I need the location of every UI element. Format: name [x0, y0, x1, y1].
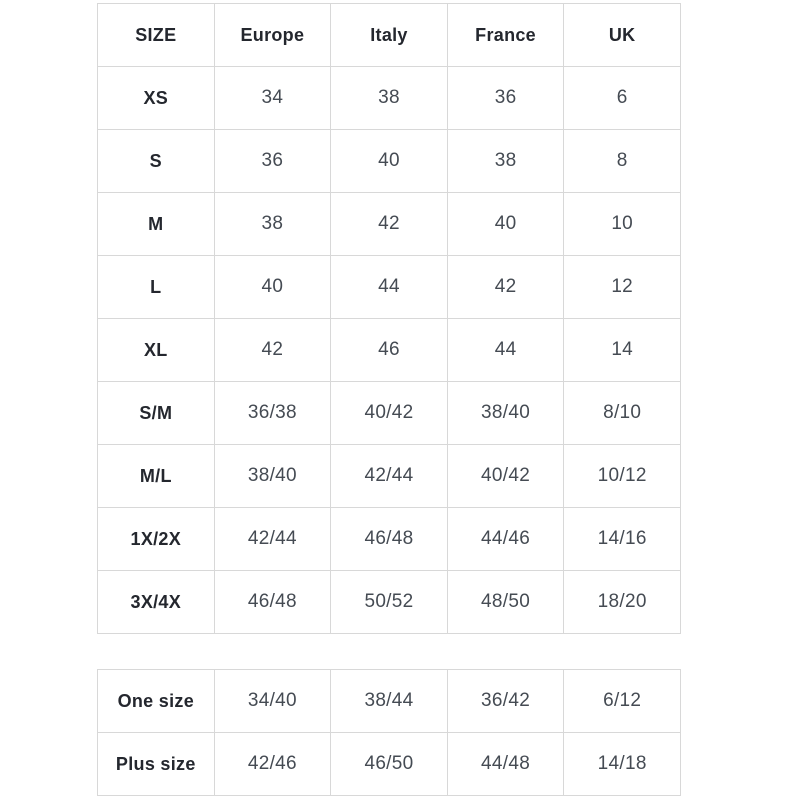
data-cell: 44/46 — [447, 508, 564, 571]
data-cell: 36 — [447, 67, 564, 130]
table-row — [98, 508, 681, 571]
data-cell: 36/38 — [214, 382, 331, 445]
data-cell: 42/46 — [214, 733, 331, 796]
data-cell: 36/42 — [447, 670, 564, 733]
data-cell: 14 — [564, 319, 681, 382]
data-cell: 6 — [564, 67, 681, 130]
data-cell: 42 — [214, 319, 331, 382]
row-label-cell: One size — [98, 670, 215, 733]
data-cell: 50/52 — [331, 571, 448, 634]
row-label-cell: XS — [98, 67, 215, 130]
table-row — [98, 193, 681, 256]
header-cell-uk: UK — [564, 4, 681, 67]
data-cell: 42 — [447, 256, 564, 319]
table-row — [98, 571, 681, 634]
data-cell: 46 — [331, 319, 448, 382]
header-cell-europe: Europe — [214, 4, 331, 67]
data-cell: 46/48 — [214, 571, 331, 634]
table-row — [98, 319, 681, 382]
table-row — [98, 733, 681, 796]
header-cell-size: SIZE — [98, 4, 215, 67]
data-cell: 38 — [214, 193, 331, 256]
data-cell: 42 — [331, 193, 448, 256]
data-cell: 38/40 — [447, 382, 564, 445]
data-cell: 14/18 — [564, 733, 681, 796]
row-label-cell: 1X/2X — [98, 508, 215, 571]
data-cell: 10 — [564, 193, 681, 256]
data-cell: 40/42 — [331, 382, 448, 445]
row-label-cell: S — [98, 130, 215, 193]
row-label-cell: Plus size — [98, 733, 215, 796]
data-cell: 38/40 — [214, 445, 331, 508]
header-cell-italy: Italy — [331, 4, 448, 67]
data-cell: 46/48 — [331, 508, 448, 571]
table-header-row — [98, 4, 681, 67]
data-cell: 44/48 — [447, 733, 564, 796]
data-cell: 42/44 — [214, 508, 331, 571]
special-sizes-table — [97, 669, 681, 796]
data-cell: 8 — [564, 130, 681, 193]
size-conversion-table — [97, 3, 681, 634]
data-cell: 10/12 — [564, 445, 681, 508]
data-cell: 36 — [214, 130, 331, 193]
size-guide-page — [0, 3, 800, 803]
data-cell: 12 — [564, 256, 681, 319]
table-row — [98, 382, 681, 445]
data-cell: 38/44 — [331, 670, 448, 733]
row-label-cell: 3X/4X — [98, 571, 215, 634]
data-cell: 46/50 — [331, 733, 448, 796]
row-label-cell: M — [98, 193, 215, 256]
data-cell: 18/20 — [564, 571, 681, 634]
table-row — [98, 67, 681, 130]
row-label-cell: S/M — [98, 382, 215, 445]
data-cell: 42/44 — [331, 445, 448, 508]
data-cell: 14/16 — [564, 508, 681, 571]
row-label-cell: XL — [98, 319, 215, 382]
data-cell: 6/12 — [564, 670, 681, 733]
data-cell: 40 — [214, 256, 331, 319]
row-label-cell: M/L — [98, 445, 215, 508]
table-row — [98, 445, 681, 508]
data-cell: 44 — [331, 256, 448, 319]
table-row — [98, 130, 681, 193]
data-cell: 38 — [331, 67, 448, 130]
data-cell: 34/40 — [214, 670, 331, 733]
data-cell: 8/10 — [564, 382, 681, 445]
table-row — [98, 256, 681, 319]
data-cell: 44 — [447, 319, 564, 382]
data-cell: 40/42 — [447, 445, 564, 508]
table-row — [98, 670, 681, 733]
data-cell: 34 — [214, 67, 331, 130]
data-cell: 40 — [447, 193, 564, 256]
data-cell: 40 — [331, 130, 448, 193]
row-label-cell: L — [98, 256, 215, 319]
data-cell: 48/50 — [447, 571, 564, 634]
header-cell-france: France — [447, 4, 564, 67]
data-cell: 38 — [447, 130, 564, 193]
